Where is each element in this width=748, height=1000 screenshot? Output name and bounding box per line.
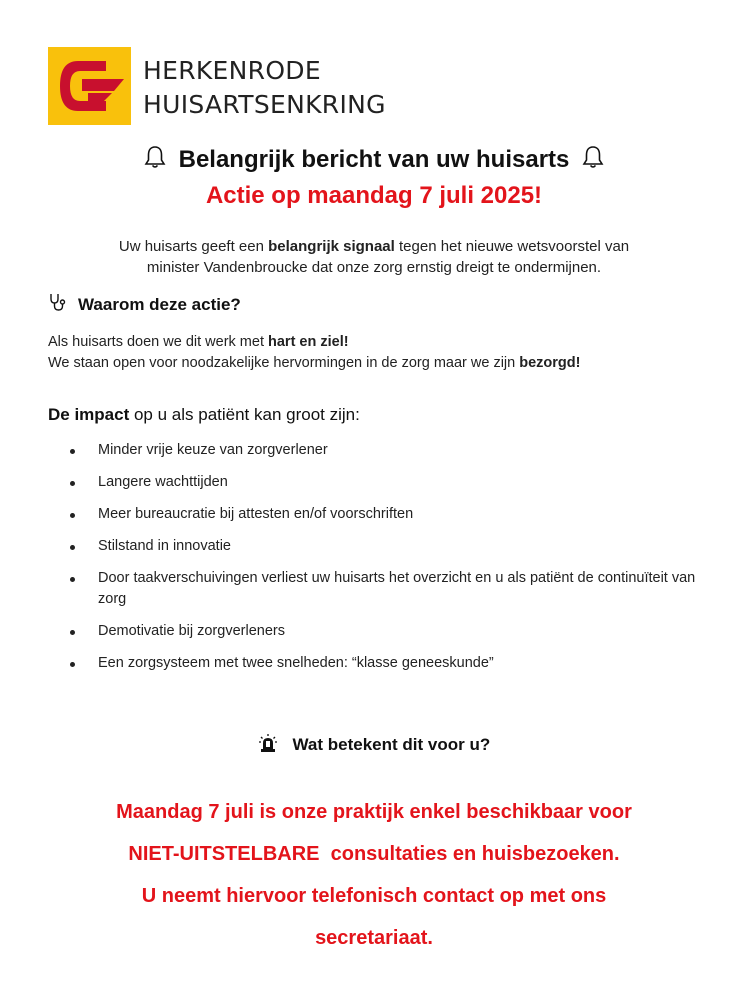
logo bbox=[48, 47, 131, 125]
final-line3: U neemt hiervoor telefonisch contact op met ons bbox=[141, 885, 607, 907]
intro-text bbox=[60, 236, 688, 278]
list-item-text: Een zorgsysteem met twee snelheden: “klasse geneeskunde” bbox=[98, 655, 494, 671]
stethoscope-icon bbox=[48, 292, 68, 317]
list-item-text: Meer bureaucratie bij attesten en/of voorschriften bbox=[98, 506, 414, 522]
list-item-text: Demotivatie bij zorgverleners bbox=[98, 623, 285, 639]
logo-mark-icon bbox=[48, 47, 131, 125]
final-notice bbox=[20, 791, 728, 959]
list-item-text: Langere wachttijden bbox=[98, 474, 228, 490]
page-title-row bbox=[0, 145, 748, 176]
bell-icon bbox=[582, 145, 604, 176]
list-item-text: Minder vrije keuze van zorgverlener bbox=[98, 442, 328, 458]
wat-heading: Wat betekent dit voor u? bbox=[292, 735, 491, 754]
organization-name bbox=[143, 54, 386, 122]
impact-bold: De impact bbox=[48, 405, 130, 424]
intro-line2: minister Vandenbroucke dat onze zorg ernstig dreigt te ondermijnen. bbox=[146, 259, 602, 276]
waarom-line1: Als huisarts doen we dit werk met bbox=[48, 334, 269, 350]
final-line4: secretariaat. bbox=[315, 927, 433, 949]
list-item bbox=[70, 621, 710, 642]
intro-part2: tegen het nieuwe wetsvoorstel van bbox=[394, 238, 630, 255]
list-item-text: Stilstand in innovatie bbox=[98, 538, 231, 554]
list-item bbox=[70, 440, 710, 461]
bullet-icon bbox=[70, 662, 75, 667]
waarom-line1-bold: hart en ziel! bbox=[268, 334, 349, 350]
list-item bbox=[70, 653, 710, 674]
page-subtitle: Actie op maandag 7 juli 2025! bbox=[205, 182, 543, 209]
bullet-icon bbox=[70, 449, 75, 454]
bullet-icon bbox=[70, 630, 75, 635]
final-line2: NIET-UITSTELBARE consultaties en huisbezoeken. bbox=[128, 843, 620, 865]
impact-rest: op u als patiënt kan groot zijn: bbox=[129, 405, 360, 424]
bullet-icon bbox=[70, 513, 75, 518]
list-item bbox=[70, 568, 710, 610]
wat-heading-row bbox=[0, 733, 748, 758]
bullet-icon bbox=[70, 545, 75, 550]
intro-bold: belangrijk signaal bbox=[268, 238, 395, 255]
waarom-heading: Waarom deze actie? bbox=[78, 294, 241, 314]
bullet-icon bbox=[70, 577, 75, 582]
waarom-paragraph bbox=[48, 332, 580, 374]
waarom-heading-row bbox=[48, 292, 241, 317]
bullet-icon bbox=[70, 481, 75, 486]
waarom-line2-bold: bezorgd! bbox=[519, 355, 581, 371]
list-item-text: Door taakverschuivingen verliest uw huisarts het overzicht en u als patiënt de continuïteit van zorg bbox=[98, 570, 696, 607]
intro-part1: Uw huisarts geeft een bbox=[118, 238, 269, 255]
siren-icon bbox=[258, 733, 278, 758]
list-item bbox=[70, 472, 710, 493]
impact-list bbox=[70, 440, 710, 685]
list-item bbox=[70, 504, 710, 525]
page-title: Belangrijk bericht van uw huisarts bbox=[178, 145, 570, 173]
final-line1: Maandag 7 juli is onze praktijk enkel beschikbaar voor bbox=[116, 801, 632, 823]
organization-name-line2: HUISARTSENKRING bbox=[143, 90, 386, 119]
waarom-line2: We staan open voor noodzakelijke hervormingen in de zorg maar we zijn bbox=[48, 355, 520, 371]
list-item bbox=[70, 536, 710, 557]
bell-icon bbox=[144, 145, 166, 176]
organization-name-line1: HERKENRODE bbox=[143, 56, 321, 85]
impact-heading bbox=[48, 405, 360, 425]
